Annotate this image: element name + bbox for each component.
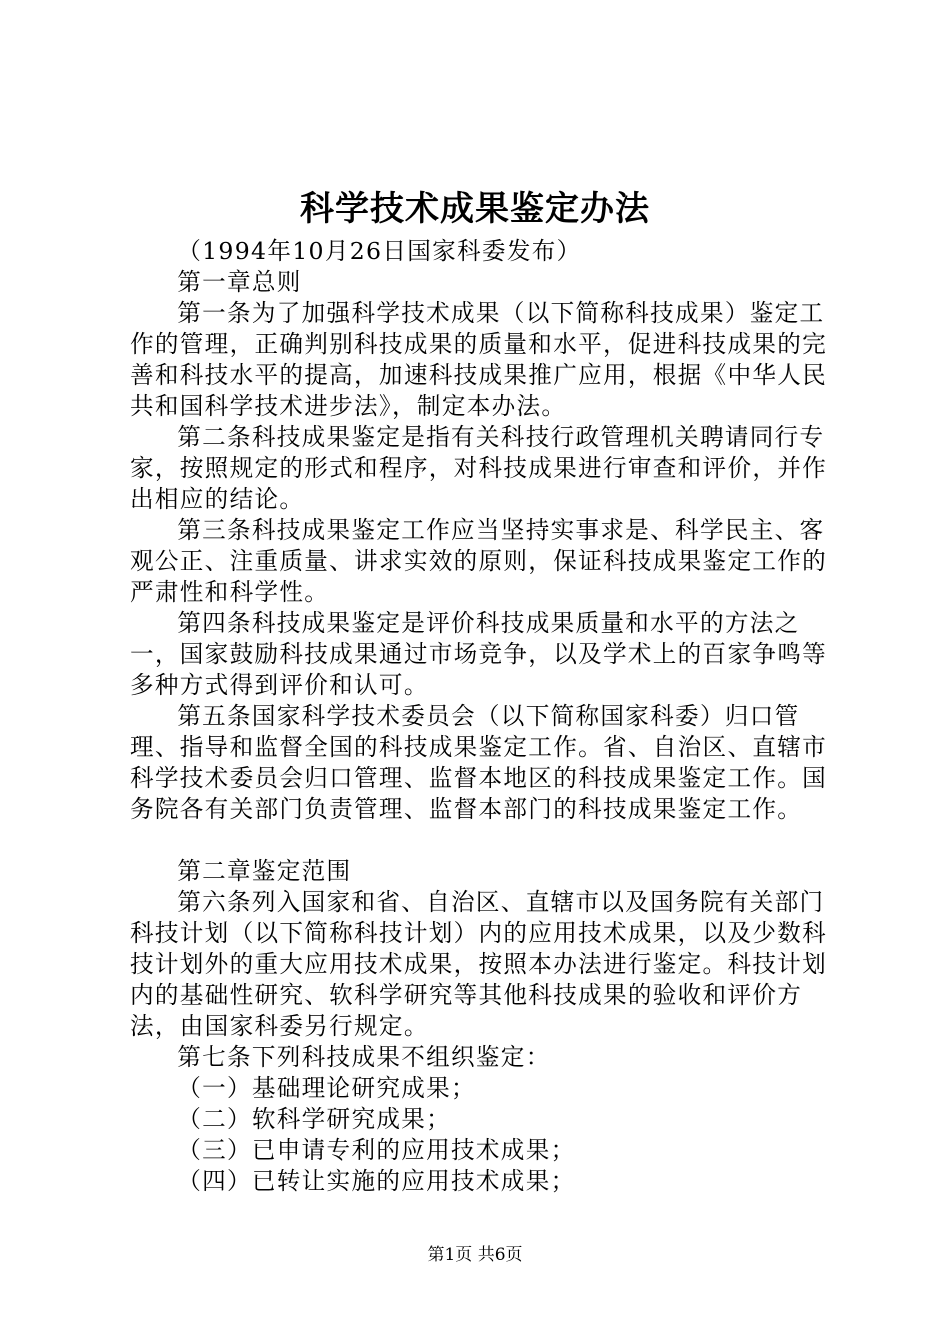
list-item: （四）已转让实施的应用技术成果；: [177, 1167, 576, 1195]
article-paragraph: 第三条科技成果鉴定工作应当坚持实事求是、科学民主、客观公正、注重质量、讲求实效的原则，保证科技成果鉴定工作的严肃性和科学性。: [130, 516, 828, 606]
article-paragraph: 第六条列入国家和省、自治区、直辖市以及国务院有关部门科技计划（以下简称科技计划）内的应用技术成果，以及少数科技计划外的重大应用技术成果，按照本办法进行鉴定。科技计划内的基础性研究、软科学研究等其他科技成果的验收和评价方法，由国家科委另行规定。: [130, 888, 828, 1040]
chapter-heading: 第一章总则: [177, 268, 302, 296]
document-title: 科学技术成果鉴定办法: [300, 189, 650, 229]
chapter-heading: 第二章鉴定范围: [177, 857, 352, 885]
article-paragraph: 第五条国家科学技术委员会（以下简称国家科委）归口管理、指导和监督全国的科技成果鉴定工作。省、自治区、直辖市科学技术委员会归口管理、监督本地区的科技成果鉴定工作。国务院各有关部门负责管理、监督本部门的科技成果鉴定工作。: [130, 702, 828, 823]
publication-note: （1994年10月26日国家科委发布）: [177, 237, 582, 265]
list-item: （三）已申请专利的应用技术成果；: [177, 1136, 576, 1164]
article-paragraph: 第四条科技成果鉴定是评价科技成果质量和水平的方法之一，国家鼓励科技成果通过市场竞争，以及学术上的百家争鸣等多种方式得到评价和认可。: [130, 609, 828, 699]
article-paragraph: 第二条科技成果鉴定是指有关科技行政管理机关聘请同行专家，按照规定的形式和程序，对科技成果进行审查和评价，并作出相应的结论。: [130, 423, 828, 513]
page-footer: 第1页 共6页: [427, 1245, 523, 1265]
article-paragraph: 第七条下列科技成果不组织鉴定：: [177, 1043, 551, 1071]
article-paragraph: 第一条为了加强科学技术成果（以下简称科技成果）鉴定工作的管理，正确判别科技成果的质量和水平，促进科技成果的完善和科技水平的提高，加速科技成果推广应用，根据《中华人民共和国科学技术进步法》，制定本办法。: [130, 299, 828, 420]
list-item: （一）基础理论研究成果；: [177, 1074, 476, 1102]
document-body: [130, 236, 830, 1197]
list-item: （二）软科学研究成果；: [177, 1105, 452, 1133]
